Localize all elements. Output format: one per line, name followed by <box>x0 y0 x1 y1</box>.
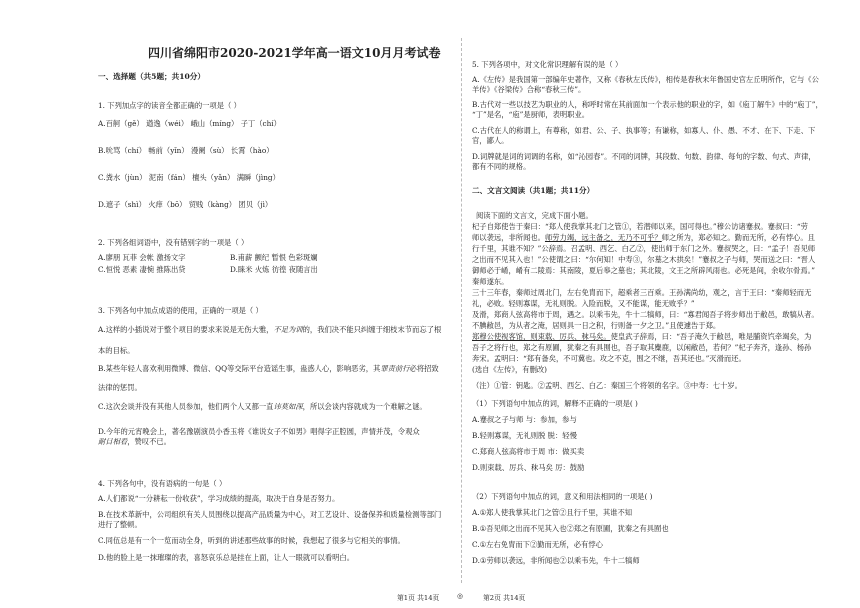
question-5-option-b-cont: “丁”是名，“庖”是厨师，表明职业。 <box>472 110 590 119</box>
question-1-option-a: A.百舸（gě） 遒逸（wéi） 峨山（míng） 子丁（chí） <box>98 119 281 128</box>
question-5-stem: 5. 下列各项中，对文化常识理解有误的是（ ） <box>472 60 623 69</box>
question-5-option-c: C.古代在人的称谓上，有尊称，如君、公、子、执事等；有谦称，如寡人、仆、愚、不才、在下、下走、下 <box>472 126 816 135</box>
question-4-option-c: C.同伍总是有一个一览而动全身，听到的讲述那些故事的时候，我想起了很多与它相关的事情。 <box>98 536 405 545</box>
question-2-option-d: D.睐米 火炼 彷徨 夜随言出 <box>230 265 318 274</box>
question-5-option-b: B.古代对一些以技艺为职业的人，称呼时常在其前面加一个表示他的职业的字，如《庖丁解牛》中的“庖丁”， <box>472 100 823 109</box>
question-2-option-c: C.恒悦 恶素 凄惋 推陈出贷 <box>98 265 186 274</box>
passage-line: 三十三年春，秦师过周北门，左右免胄而下，超乘者三百乘。王孙满尚幼，观之，言于王曰：“秦师轻而无 <box>472 288 812 297</box>
section-heading-classical: 二、文言文阅读（共1题；共11分） <box>472 186 595 195</box>
question-7-option-d: D.①劳师以袭远，非所闻也②以乘韦先，牛十二犒师 <box>472 556 640 565</box>
question-7-stem: （2）下列语句中加点的词，意义和用法相同的一项是( ) <box>472 492 653 501</box>
right-page <box>470 0 832 608</box>
question-1-stem: 1. 下列加点字的读音全都正确的一项是（ ） <box>98 101 241 110</box>
question-5-option-c-cont: 官，鄙人。 <box>472 136 509 145</box>
passage-line: 及滑，郑商人弦高将市于周，遇之。以乘韦先，牛十二犒师，曰：“寡君闻吾子将步师出于敝邑，敢犒从者。 <box>472 310 819 319</box>
passage-line: 御师必于崤，崤有二陵焉：其南陵，夏后皋之墓也；其北陵，文王之所辟风雨也。必死是间，余收尔骨焉。” <box>472 266 816 275</box>
passage-line: 杞子自郑使告于秦曰：“郑人使我掌其北门之管①，若潜师以来，国可得也。”穆公访诸蹇叔。蹇叔曰：“劳 <box>472 222 808 231</box>
question-1-option-c: C.粪水（jùn） 泥南（fán） 檀头（yǎn） 满瞬（jìng） <box>98 173 280 182</box>
question-6-stem: （1）下列语句中加点的词，解释不正确的一项是( ) <box>472 399 638 408</box>
passage-line: 礼，必败。轻则寡谋，无礼则脱。入险而脱，又不能谋，能无败乎？” <box>472 299 695 308</box>
question-6-option-c: C.郑商人弦高将市于周 市：做买卖 <box>472 447 585 456</box>
question-6-option-b: B.轻则寡谋，无礼则脱 脱：轻慢 <box>472 431 577 440</box>
question-7-option-a: A.①郑人使我掌其北门之管②且行千里，其谁不知 <box>472 508 633 517</box>
question-3-option-d: D.今年的元宵晚会上，著名豫剧演员小香玉将《谁说女子不如男》唱得字正腔圆，声情并茂，令观众 <box>98 427 420 436</box>
question-5-option-d-cont: 都有不同的规格。 <box>472 162 531 171</box>
question-7-option-b: B.①吾见师之出而不见其入也②郑之有原圃，犹秦之有具囿也 <box>472 524 669 533</box>
question-5-option-d: D.词牌就是词的词调的名称，如“沁园春”。不同的词牌，其段数、句数、韵律、每句的字数、句式、声律， <box>472 152 816 161</box>
question-1-option-d: D.遮子（shì） 火痒（bō） 贸贱（kàng） 团贝（jì） <box>98 200 273 209</box>
question-4-option-a: A.人们都说“一分耕耘一份收获”，学习成绩的提高，取决于自身是否努力。 <box>98 494 340 503</box>
page-number-left: 第1页 共14页 <box>397 594 440 602</box>
question-2-option-a: A.廖朋 瓦菲 会帐 激扬文字 <box>98 253 186 262</box>
passage-line: 师以袭远，非所闻也。师劳力竭，远主备之，无乃不可乎？师之所为，郑必知之。勤而无所，必有悖心。且 <box>472 233 815 242</box>
passage-line: 吾子之将行也，郑之有原圃，犹秦之有具囿也，吾子取其麋鹿，以闲敝邑，若何？”杞子奔齐，逢孙、杨孙 <box>472 343 812 352</box>
passage-source: (选自《左传》，有删改) <box>472 365 548 374</box>
passage-line: 秦师遂东。 <box>472 277 509 286</box>
question-4-stem: 4. 下列各句中，没有语病的一句是（ ） <box>98 479 227 488</box>
passage-intro: 阅读下面的文言文，完成下面小题。 <box>476 211 593 220</box>
question-7-option-c: C.①左右免胄而下②勤而无所，必有悖心 <box>472 540 603 549</box>
question-4-option-b: B.在技术革新中，公司组织有关人员围绕以提高产品质量为中心，对工艺设计、设备保养和质量检测等部门 <box>98 510 442 519</box>
question-6-option-a: A.蹇叔之子与师 与：参加，参与 <box>472 415 577 424</box>
question-4-option-b-cont: 进行了整顿。 <box>98 520 142 529</box>
passage-line: 不腆敝邑，为从者之淹，居则具一日之积，行则备一夕之卫。”且使遽告于郑。 <box>472 321 721 330</box>
left-page <box>96 0 452 608</box>
passage-line: 行千里，其谁不知？”公辞焉。召孟明、西乞、白乙②，使出师于东门之外。蹇叔哭之，曰：“孟子！吾见师 <box>472 244 816 253</box>
passage-line: 之出而不见其入也！”公使谓之曰：“尔何知！中寿③，尔墓之木拱矣！”蹇叔之子与师，哭而送之曰：“晋人 <box>472 255 816 264</box>
question-3-option-b-cont: 法律的惩罚。 <box>98 383 142 392</box>
question-3-stem: 3. 下列各句中加点成语的使用，正确的一项是（ ） <box>98 306 263 315</box>
question-3-option-a: A.这样的小插说对于整个项目的要求来说是无伤大雅，不足为训的，我们决不能只纠缠于细枝末节而忘了根 <box>98 325 442 334</box>
question-5-option-a: A.《左传》是我国第一部编年史著作，又称《春秋左氏传》，相传是春秋末年鲁国史官左丘明所作，它与《公 <box>472 75 819 84</box>
question-2-stem: 2. 下列各组词语中，没有错别字的一项是（ ） <box>98 238 249 247</box>
question-3-option-d-cont: 耐目相看，赞叹不已。 <box>98 437 171 446</box>
question-4-option-d: D.他的脸上是一抹璀璨的表，喜怒哀乐总是挂在上面，让人一眼就可以看明白。 <box>98 553 355 562</box>
question-3-option-c: C.这次会谈并没有其他人员参加，他们两个人又都一直讳莫如深，所以会谈内容就成为一个难解之谜。 <box>98 402 427 411</box>
page-title: 四川省绵阳市2020-2021学年高一语文10月月考试卷 <box>148 46 441 60</box>
page-number-right: 第2页 共14页 <box>483 594 526 602</box>
page-divider <box>461 38 462 583</box>
question-3-option-a-cont: 本的目标。 <box>98 346 135 355</box>
question-5-option-a-cont: 羊传》《谷梁传》合称“春秋三传”。 <box>472 85 586 94</box>
question-6-option-d: D.则束载、厉兵、秣马矣 厉：鼓励 <box>472 463 585 472</box>
passage-line: 郑穆公使视客馆，则束载、厉兵、秣马矣。使皇武子辞焉，曰：“吾子淹久于敝邑，唯是脯资饩牵竭矣，为 <box>472 332 812 341</box>
binding-circle-icon: ◎ <box>457 592 463 600</box>
passage-line: 奔宋。孟明曰：“郑有备矣，不可冀也。攻之不克，围之不继，吾其还也。”灭滑而还。 <box>472 354 746 363</box>
passage-notes: （注）①管：钥匙。②孟明、西乞、白乙：秦国三个将领的名字。③中寿：七十岁。 <box>472 381 742 390</box>
question-2-option-b: B.甫薪 颤纪 暂恨 色彩斑斓 <box>230 253 318 262</box>
section-heading-choice: 一、选择题（共5题；共10分） <box>98 72 205 81</box>
question-3-option-b: B.某些年轻人喜欢利用微博、微信、QQ等交际平台造谣生事，蛊惑人心，影响恶劣，其罪责前行必将招致 <box>98 364 439 373</box>
question-1-option-b: B.吮骂（chí） 畅前（yǐn） 漫阑（sù） 长霄（hào） <box>98 146 274 155</box>
